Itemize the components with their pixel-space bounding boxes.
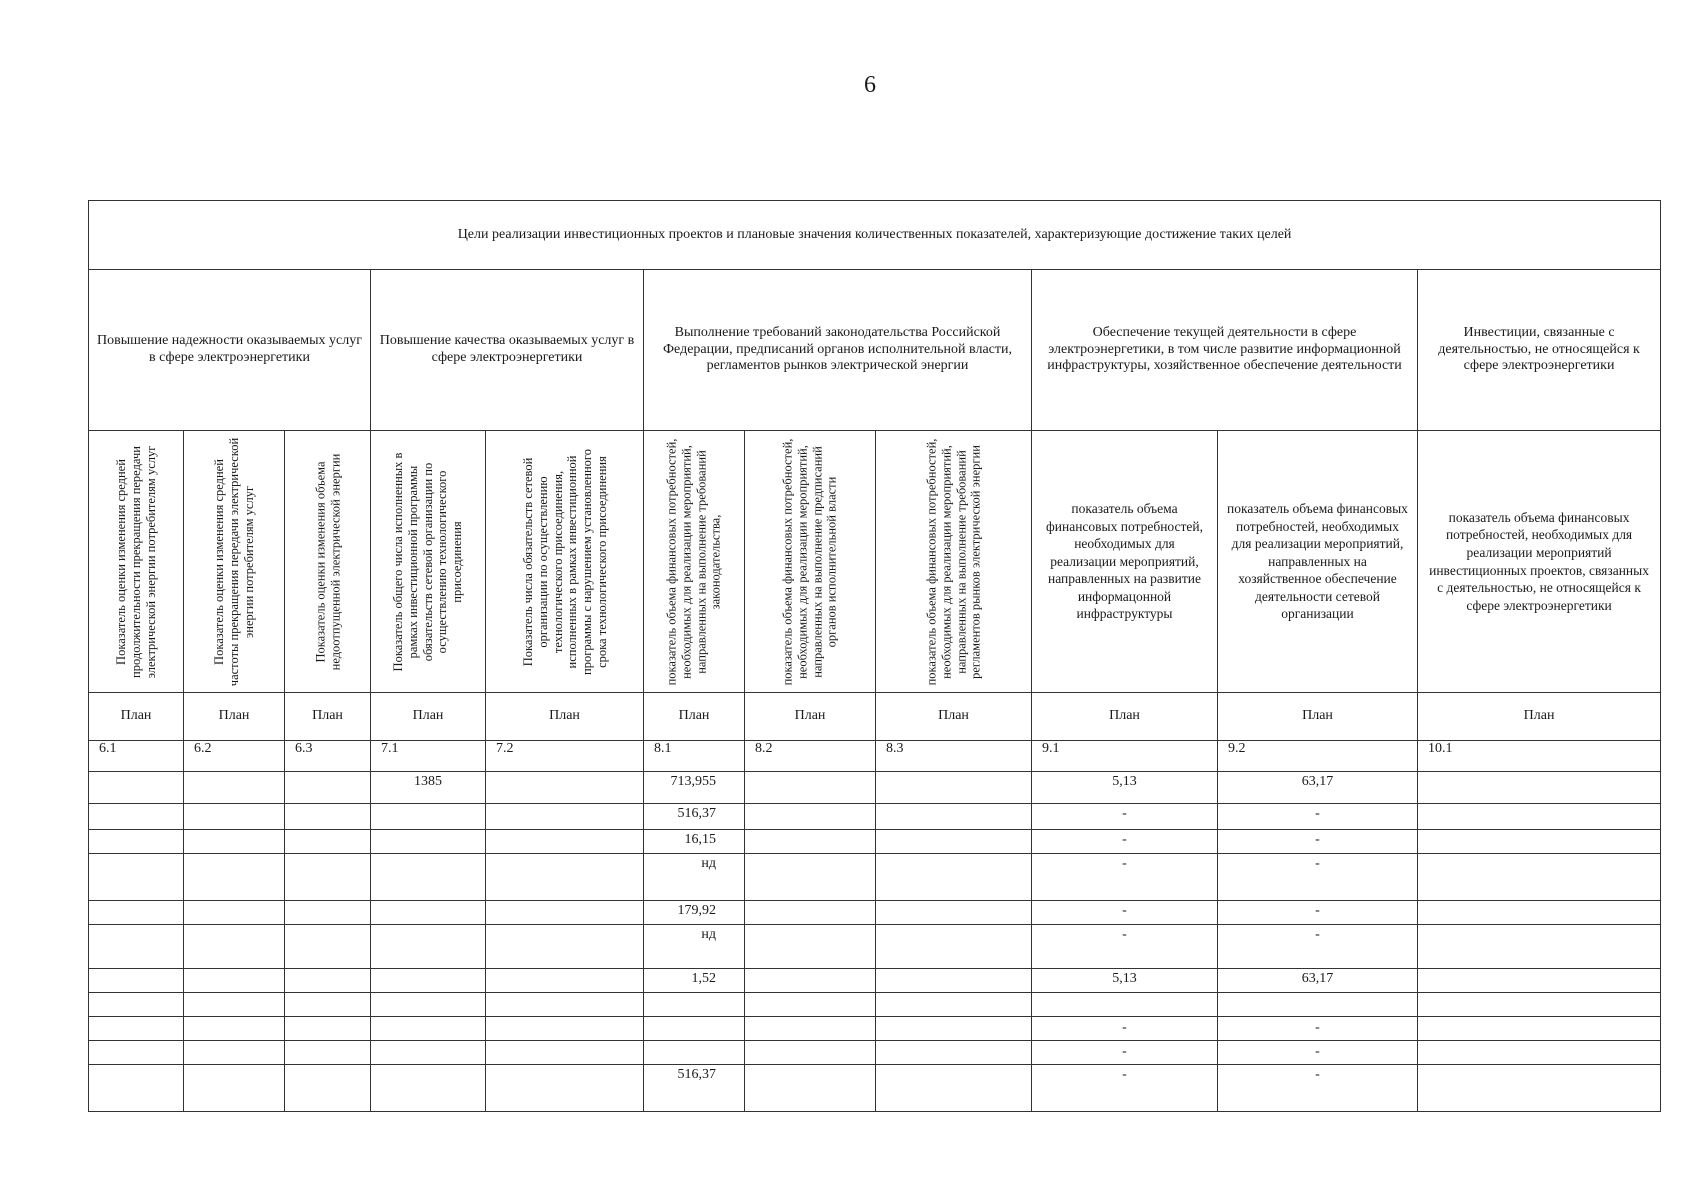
group-current-activity: Обеспечение текущей деятельности в сфере электроэнергетики, в том числе развитие информационной инфраструктуры, хозяйственное обеспечение деятельности bbox=[1032, 270, 1418, 431]
value-cell: 179,92 bbox=[644, 901, 745, 925]
value-cell: - bbox=[1032, 1065, 1218, 1112]
column-code: 9.2 bbox=[1218, 741, 1418, 772]
group-reliability: Повышение надежности оказываемых услуг в сфере электроэнергетики bbox=[89, 270, 371, 431]
plan-label: План bbox=[1032, 693, 1218, 741]
table-row bbox=[89, 1017, 1661, 1041]
table-row bbox=[89, 830, 1661, 854]
value-cell: - bbox=[1218, 854, 1418, 901]
value-cell: - bbox=[1218, 1065, 1418, 1112]
value-cell: - bbox=[1218, 1041, 1418, 1065]
value-cell: - bbox=[1032, 854, 1218, 901]
value-cell: 63,17 bbox=[1218, 969, 1418, 993]
indicator-9-2 bbox=[1218, 431, 1418, 693]
indicator-6-3-text: Показатель оценки изменения объема недоотпущенной электрической энергии bbox=[312, 453, 342, 670]
plan-label: План bbox=[89, 693, 184, 741]
table-title: Цели реализации инвестиционных проектов и плановые значения количественных показателей, характеризующие достижение таких целей bbox=[89, 201, 1661, 270]
value-cell: нд bbox=[644, 854, 745, 901]
indicator-6-3 bbox=[285, 431, 371, 693]
table-row bbox=[89, 854, 1661, 901]
indicator-9-2-text: показатель объема финансовых потребностей, необходимых для реализации мероприятий, направленных на хозяйственное обеспечение деятельности сетевой организации bbox=[1227, 501, 1408, 622]
indicator-8-2 bbox=[745, 431, 876, 693]
plan-label: План bbox=[644, 693, 745, 741]
value-cell: - bbox=[1032, 925, 1218, 969]
indicator-8-1-text: показатель объема финансовых потребностей, необходимых для реализации мероприятий, направленных на выполнение требований законодательства, bbox=[664, 438, 723, 685]
plan-label: План bbox=[184, 693, 285, 741]
indicator-8-3 bbox=[876, 431, 1032, 693]
value-cell: 5,13 bbox=[1032, 772, 1218, 804]
column-code: 6.3 bbox=[285, 741, 371, 772]
plan-label: План bbox=[486, 693, 644, 741]
value-cell: 1,52 bbox=[644, 969, 745, 993]
plan-label: План bbox=[745, 693, 876, 741]
value-cell: нд bbox=[644, 925, 745, 969]
group-legal-requirements: Выполнение требований законодательства Российской Федерации, предписаний органов исполнительной власти, регламентов рынков электрической энергии bbox=[644, 270, 1032, 431]
column-code: 7.2 bbox=[486, 741, 644, 772]
table-row bbox=[89, 1041, 1661, 1065]
group-row bbox=[89, 270, 1661, 431]
indicator-10-1 bbox=[1418, 431, 1661, 693]
table-row bbox=[89, 804, 1661, 830]
table-row bbox=[89, 969, 1661, 993]
value-cell: - bbox=[1218, 1017, 1418, 1041]
column-code: 8.1 bbox=[644, 741, 745, 772]
table-row bbox=[89, 925, 1661, 969]
value-cell: - bbox=[1218, 901, 1418, 925]
value-cell: - bbox=[1032, 1041, 1218, 1065]
value-cell: - bbox=[1218, 830, 1418, 854]
column-code: 8.2 bbox=[745, 741, 876, 772]
indicator-8-3-text: показатель объема финансовых потребностей, необходимых для реализации мероприятий, направленных на выполнение требований регламентов рынков электрической энергии bbox=[924, 438, 983, 685]
indicator-6-2-text: Показатель оценки изменения средней частоты прекращения передачи электрической энергии потребителям услуг bbox=[211, 437, 256, 686]
value-cell: - bbox=[1032, 830, 1218, 854]
value-cell: 5,13 bbox=[1032, 969, 1218, 993]
indicator-7-1-text: Показатель общего числа исполненных в рамках инвестиционной программы обязательств сетевой организации по осуществлению технологического присоединения bbox=[391, 452, 465, 671]
indicator-7-2 bbox=[486, 431, 644, 693]
title-row bbox=[89, 201, 1661, 270]
investment-targets-table bbox=[88, 200, 1661, 1112]
column-code: 7.1 bbox=[371, 741, 486, 772]
indicator-7-2-text: Показатель числа обязательств сетевой организации по осуществлению технологического присоединения, исполненных в рамках инвестиционной программы с нарушением установленного срока технологического присоединения bbox=[520, 448, 608, 675]
group-non-energy-investments: Инвестиции, связанные с деятельностью, не относящейся к сфере электроэнергетики bbox=[1418, 270, 1661, 431]
table-row bbox=[89, 901, 1661, 925]
value-cell: - bbox=[1032, 804, 1218, 830]
value-cell: 16,15 bbox=[644, 830, 745, 854]
plan-label: План bbox=[371, 693, 486, 741]
indicator-6-2 bbox=[184, 431, 285, 693]
targets-table-container bbox=[88, 200, 1660, 1116]
value-cell: - bbox=[1032, 901, 1218, 925]
plan-label: План bbox=[876, 693, 1032, 741]
value-cell: - bbox=[1218, 804, 1418, 830]
column-code: 9.1 bbox=[1032, 741, 1218, 772]
value-cell: - bbox=[1032, 1017, 1218, 1041]
indicator-6-1-text: Показатель оценки изменения средней продолжительности прекращения передачи электрической энергии потребителям услуг bbox=[113, 445, 158, 678]
table-row bbox=[89, 1065, 1661, 1112]
indicator-9-1-text: показатель объема финансовых потребностей, необходимых для реализации мероприятий, направленных на развитие информацонной инфраструктуры bbox=[1046, 501, 1203, 622]
value-cell: 516,37 bbox=[644, 804, 745, 830]
plan-label: План bbox=[1218, 693, 1418, 741]
indicator-8-2-text: показатель объема финансовых потребностей, необходимых для реализации мероприятий, направленных на выполнение предписаний органов исполнительной власти bbox=[780, 438, 839, 685]
indicator-6-1 bbox=[89, 431, 184, 693]
column-code: 6.1 bbox=[89, 741, 184, 772]
indicator-9-1 bbox=[1032, 431, 1218, 693]
value-cell: 63,17 bbox=[1218, 772, 1418, 804]
plan-row bbox=[89, 693, 1661, 741]
indicator-row bbox=[89, 431, 1661, 693]
column-code: 10.1 bbox=[1418, 741, 1661, 772]
column-code: 6.2 bbox=[184, 741, 285, 772]
table-row bbox=[89, 772, 1661, 804]
table-row bbox=[89, 993, 1661, 1017]
value-cell: 1385 bbox=[371, 772, 486, 804]
column-code: 8.3 bbox=[876, 741, 1032, 772]
indicator-10-1-text: показатель объема финансовых потребностей, необходимых для реализации мероприятий инвестиционных проектов, связанных с деятельностью, не относящейся к сфере электроэнергетики bbox=[1429, 509, 1649, 613]
value-cell: - bbox=[1218, 925, 1418, 969]
plan-label: План bbox=[285, 693, 371, 741]
indicator-7-1 bbox=[371, 431, 486, 693]
value-cell: 713,955 bbox=[644, 772, 745, 804]
page-number: 6 bbox=[864, 72, 876, 98]
plan-label: План bbox=[1418, 693, 1661, 741]
code-row bbox=[89, 741, 1661, 772]
value-cell: 516,37 bbox=[644, 1065, 745, 1112]
indicator-8-1 bbox=[644, 431, 745, 693]
group-quality: Повышение качества оказываемых услуг в сфере электроэнергетики bbox=[371, 270, 644, 431]
